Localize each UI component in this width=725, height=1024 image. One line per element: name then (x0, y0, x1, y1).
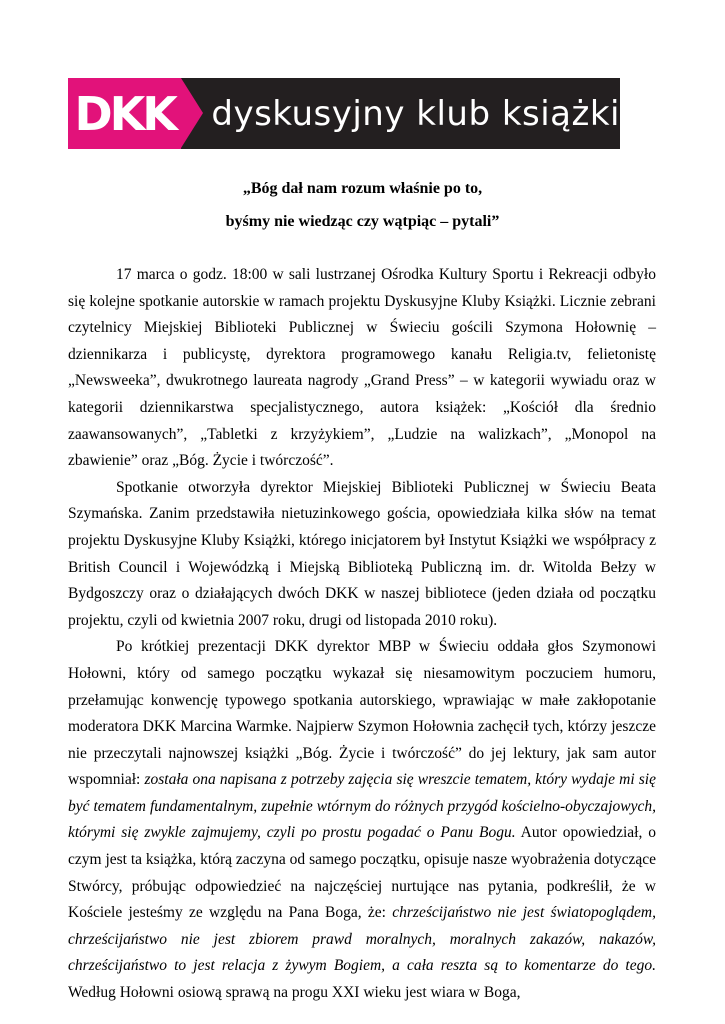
banner-title: dyskusyjny klub książki (211, 93, 620, 134)
paragraph-2: Spotkanie otworzyła dyrektor Miejskiej Biblioteki Publicznej w Świeciu Beata Szymańska. Zanim przedstawiła nietuzinkowego gościa, opowiedziała kilka słów na temat projektu Dyskusyjne Kluby Książki, którego inicjatorem był Instytut Książki we współpracy z British Council i Wojewódzką i Miejską Biblioteką Publiczną im. dr. Witolda Bełzy w Bydgoszczy oraz o działających dwóch DKK w naszej bibliotece (jeden działa od początku projektu, czyli od kwietnia 2007 roku, drugi od listopada 2010 roku). (68, 478, 656, 629)
paragraph-3-text-b: Autor opowiedział, o czym jest ta książka, którą zaczyna od samego początku, opisuje nasze wyobrażenia dotyczące Stwórcy, próbując odpowiedzieć na najczęściej nurtujące nas pytania, podkreślił, że w Kościele jesteśmy ze względu na Pana Boga, że: (68, 824, 656, 922)
dkk-logo (68, 78, 181, 149)
paragraph-3-text-a: Po krótkiej prezentacji DKK dyrektor MBP w Świeciu oddała głos Szymonowi Hołowni, który od samego początku wykazał się niesamowitym poczuciem humoru, przełamując konwencję typowego spotkania autorskiego, wprawiając w małe zakłopotanie moderatora DKK Marcina Warmke. Najpierw Szymon Hołownia zachęcił tych, którzy jeszcze nie przeczytali najnowszej książki „Bóg. Życie i twórczość” do jej lektury, jak sam autor wspomniał: (68, 638, 656, 789)
paragraph-3-quote-2: chrześcijaństwo nie jest światopoglądem, chrześcijaństwo nie jest zbiorem prawd moralnych, moralnych zakazów, nakazów, chrześcijaństwo to jest relacja z żywym Bogiem, a cała reszta są to komentarze do tego. (68, 904, 657, 975)
paragraph-1: 17 marca o godz. 18:00 w sali lustrzanej Ośrodka Kultury Sportu i Rekreacji odbyło się kolejne spotkanie autorskie w ramach projektu Dyskusyjne Kluby Książki. Licznie zebrani czytelnicy Miejskiej Biblioteki Publicznej w Świeciu gościli Szymona Hołownię – dziennikarza i publicystę, dyrektora programowego kanału Religia.tv, felietonistę „Newsweeka”, dwukrotnego laureata nagrody „Grand Press” – w kategorii wywiadu oraz w kategorii dziennikarstwa specjalistycznego, autora książek: „Kościół dla średnio zaawansowanych”, „Tabletki z krzyżykiem”, „Ludzie na walizkach”, „Monopol na zbawienie” oraz „Bóg. Życie i twórczość”. (68, 266, 656, 470)
paragraph-3 (68, 634, 656, 1006)
dkk-logo-text: DKK (74, 86, 175, 141)
heading-line-2: byśmy nie wiedząc czy wątpiąc – pytali” (225, 213, 500, 230)
heading-line-1: „Bóg dał nam rozum właśnie po to, (242, 180, 483, 197)
paragraph-3-quote-1: została ona napisana z potrzeby zajęcia się wreszcie tematem, który wydaje mi się być tematem fundamentalnym, zupełnie wtórnym do różnych przygód kościelno-obyczajowych, którymi się zwykle zajmujemy, czyli po prostu pogadać o Panu Bogu. (68, 771, 656, 842)
banner-notch (181, 78, 203, 148)
article-body (68, 262, 656, 1007)
dkk-banner (68, 78, 620, 149)
paragraph-3-text-c: Według Hołowni osiową sprawą na progu XXI wieku jest wiara w Boga, (68, 984, 521, 1002)
